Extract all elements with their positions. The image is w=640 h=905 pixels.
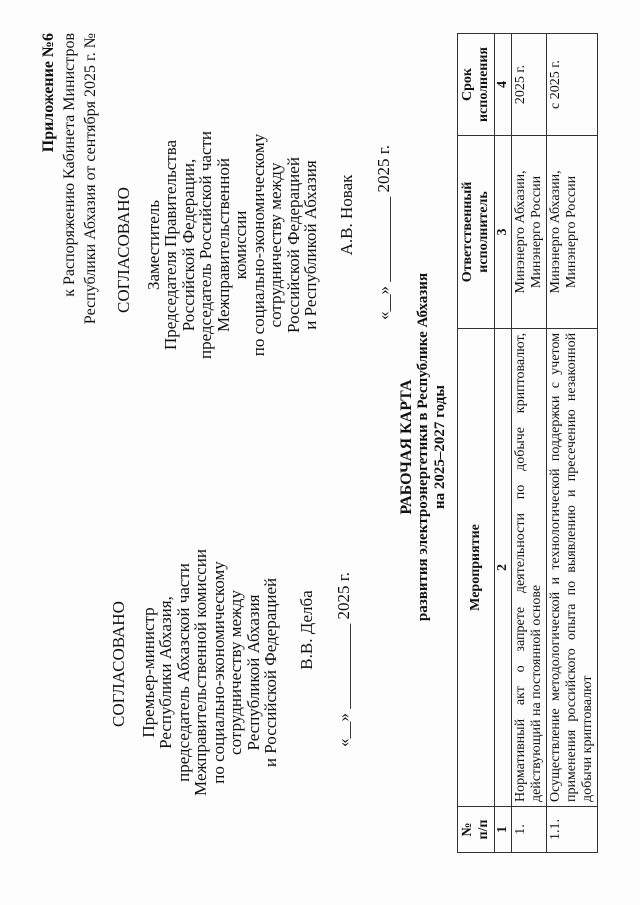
appendix-line: к Распоряжению Кабинета Министров [61, 33, 78, 297]
appendix-line: Республики Абхазия от сентября 2025 г. № [82, 33, 99, 325]
work-plan-table [457, 33, 598, 853]
column-number-row [495, 34, 512, 853]
header-deadline: Срок исполнения [458, 34, 495, 136]
position-line: сотрудничеству между [266, 162, 285, 328]
position-line: Председателя Правительства [161, 139, 180, 351]
signatory-name: В.В. Делба [296, 590, 316, 670]
row-action: Осуществление методологической и технологической поддержки с учетом применения российского опыта по выявлению и пресечению незаконной добычи криптовалют [547, 328, 598, 806]
position-line: сотрудничеству между [226, 590, 245, 755]
position-line: председатель Российской части [196, 130, 215, 360]
position-line: по социально-экономическому [208, 561, 228, 784]
row-action: Нормативный акт о запрете деятельности по добыче криптовалют, действующий на постоянной основе [512, 328, 547, 806]
position-line: Межправительственной комиссии [191, 549, 210, 796]
position-line: и Российской Федерацией [261, 577, 280, 768]
row-number: 1.1. [547, 807, 598, 853]
position-line: Премьер-министр [138, 607, 158, 738]
approval-block-abkhazia [110, 540, 353, 805]
position-line: Республики Абхазия, [156, 596, 175, 749]
position-line: Заместитель [143, 199, 163, 291]
subtitle-line: на 2025–2027 годы [432, 385, 448, 509]
position-line: председатель Абхазской части [173, 563, 193, 782]
table-header-row [458, 34, 495, 853]
position-line: Межправительственной комиссии [213, 158, 250, 332]
position-line: Российской Федерацией [283, 157, 303, 333]
header-number: № п/п [458, 807, 495, 853]
position-line: Российской Федерации, [178, 158, 198, 332]
row-number: 1. [512, 807, 547, 853]
header-responsible: Ответственный исполнитель [458, 136, 495, 329]
appendix-header [38, 33, 101, 324]
table-row [512, 34, 547, 853]
column-number: 1 [495, 807, 512, 853]
document-title [398, 189, 449, 705]
position-line: и Республикой Абхазия [301, 160, 320, 330]
row-deadline: с 2025 г. [547, 34, 598, 136]
row-responsible: Минэнерго Абхазии, Минэнерго России [547, 136, 598, 329]
approval-label: СОГЛАСОВАНО [109, 601, 128, 727]
signature-date: «__» __________ 2025 г. [374, 144, 393, 320]
approval-label: СОГЛАСОВАНО [114, 187, 133, 313]
appendix-title: Приложение №6 [40, 33, 57, 153]
column-number: 2 [495, 328, 512, 806]
header-action: Мероприятие [458, 328, 495, 806]
signatory-name: А.В. Новак [336, 174, 356, 256]
row-responsible: Минэнерго Абхазии, Минэнерго России [512, 136, 547, 329]
position-line: по социально-экономическому [248, 133, 268, 357]
subtitle-line: развития электроэнергетики в Республике Абхазия [415, 272, 431, 622]
column-number: 4 [495, 34, 512, 136]
table-row [547, 34, 598, 853]
column-number: 3 [495, 136, 512, 329]
row-deadline: 2025 г. [512, 34, 547, 136]
signature-date: «__» __________ 2025 г. [334, 571, 353, 747]
approval-block-russia [115, 130, 393, 360]
title-line: РАБОЧАЯ КАРТА [398, 379, 415, 515]
position-line: Республикой Абхазия [243, 594, 263, 751]
